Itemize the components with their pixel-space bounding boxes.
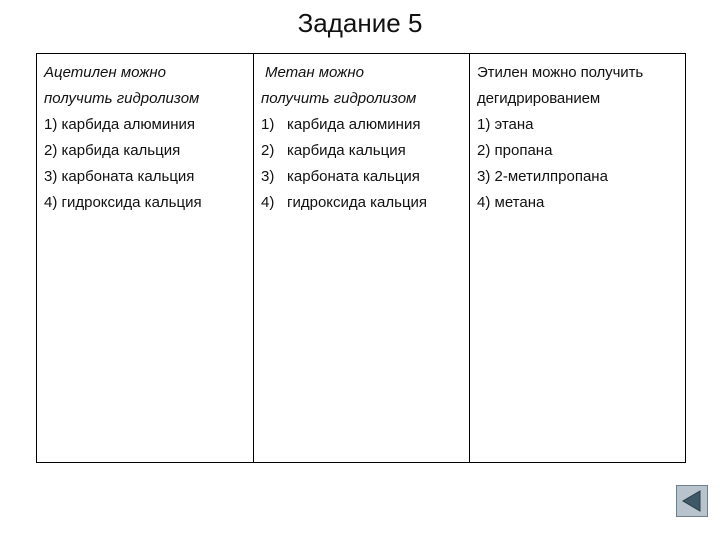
answer-option <box>261 138 469 164</box>
answer-option <box>477 164 685 190</box>
question-line: получить гидролизом <box>261 90 417 107</box>
option-number: 1) <box>477 116 491 133</box>
option-text: пропана <box>494 142 553 159</box>
slide-title: Задание 5 <box>297 8 423 38</box>
option-text: карбида кальция <box>61 142 181 159</box>
task-table <box>36 53 686 463</box>
option-text: гидроксида кальция <box>61 194 202 211</box>
question-line: получить гидролизом <box>44 90 200 107</box>
task-column-methane <box>253 54 469 462</box>
option-number: 2) <box>261 142 275 159</box>
option-number: 1) <box>44 116 58 133</box>
question-line: Этилен можно получить <box>477 64 644 81</box>
option-text: карбида кальция <box>287 142 406 159</box>
answer-option <box>44 190 253 216</box>
option-number: 3) <box>44 168 58 185</box>
back-button[interactable] <box>676 485 708 517</box>
answer-option <box>477 112 685 138</box>
question-line: Метан можно <box>265 64 364 81</box>
option-text: 2-метилпропана <box>494 168 608 185</box>
answer-option <box>477 138 685 164</box>
option-number: 3) <box>261 168 275 185</box>
option-text: карбида алюминия <box>61 116 195 133</box>
question-line: Ацетилен можно <box>44 64 167 81</box>
option-number: 3) <box>477 168 491 185</box>
option-text: карбида алюминия <box>287 116 421 133</box>
option-number: 4) <box>44 194 58 211</box>
option-text: гидроксида кальция <box>287 194 428 211</box>
option-number: 2) <box>477 142 491 159</box>
answer-option <box>44 112 253 138</box>
option-text: этана <box>494 116 534 133</box>
option-number: 2) <box>44 142 58 159</box>
answer-option <box>261 164 469 190</box>
answer-option <box>44 164 253 190</box>
option-number: 1) <box>261 116 275 133</box>
triangle-left-icon <box>677 486 707 516</box>
answer-option <box>261 112 469 138</box>
option-number: 4) <box>477 194 491 211</box>
option-number: 4) <box>261 194 275 211</box>
answer-option <box>477 190 685 216</box>
task-column-ethylene <box>469 54 685 462</box>
question-line: дегидрированием <box>477 90 601 107</box>
option-text: метана <box>494 194 545 211</box>
task-column-acetylene <box>37 54 253 462</box>
answer-option <box>261 190 469 216</box>
option-text: карбоната кальция <box>61 168 195 185</box>
option-text: карбоната кальция <box>287 168 420 185</box>
answer-option <box>44 138 253 164</box>
